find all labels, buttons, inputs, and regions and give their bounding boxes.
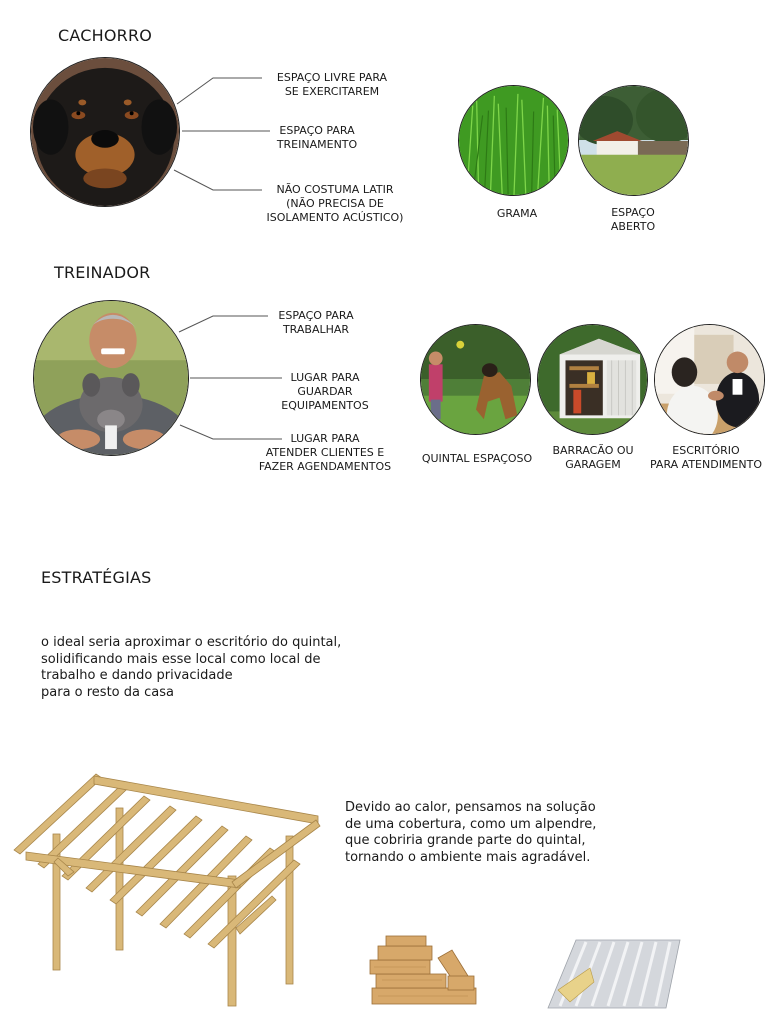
- need-exercise-space: ESPAÇO LIVRE PARA SE EXERCITAREM: [276, 71, 388, 98]
- need-client-space: LUGAR PARA ATENDER CLIENTES E FAZER AGENDAMENTOS: [258, 432, 392, 473]
- trainer-with-dog-photo: [33, 300, 189, 456]
- rottweiler-photo: [30, 57, 180, 207]
- wooden-pergola-photo: [10, 768, 330, 1013]
- example-office-label: ESCRITÓRIO PARA ATENDIMENTO: [649, 444, 762, 471]
- need-work-space: ESPAÇO PARA TRABALHAR: [278, 309, 354, 336]
- roof-sheet-photo: [546, 938, 682, 1010]
- treinador-heading: TREINADOR: [54, 263, 151, 282]
- dog-training-yard-photo: [420, 324, 531, 435]
- open-yard-photo: [578, 85, 689, 196]
- example-grass-label: GRAMA: [496, 207, 538, 220]
- need-training-space: ESPAÇO PARA TREINAMENTO: [276, 124, 358, 151]
- office-meeting-photo: [654, 324, 765, 435]
- estrategias-heading: ESTRATÉGIAS: [41, 568, 152, 587]
- lumber-stack-photo: [368, 932, 480, 1008]
- need-storage-space: LUGAR PARA GUARDAR EQUIPAMENTOS: [281, 371, 369, 412]
- strategy-paragraph: o ideal seria aproximar o escritório do quintal, solidificando mais esse local como local de trabalho e dando privacidade para o resto da casa: [41, 635, 342, 700]
- cachorro-heading: CACHORRO: [58, 26, 153, 45]
- grass-photo: [458, 85, 569, 196]
- example-yard-label: QUINTAL ESPAÇOSO: [421, 452, 533, 465]
- cobertura-paragraph: Devido ao calor, pensamos na solução de uma cobertura, como um alpendre, que cobriria grande parte do quintal, tornando o ambiente mais agradável.: [345, 800, 597, 865]
- need-no-barking: NÃO COSTUMA LATIR (NÃO PRECISA DE ISOLAMENTO ACÚSTICO): [266, 183, 404, 224]
- example-shed-label: BARRACÃO OU GARAGEM: [552, 444, 634, 471]
- example-open-space-label: ESPAÇO ABERTO: [610, 206, 656, 233]
- storage-shed-photo: [537, 324, 648, 435]
